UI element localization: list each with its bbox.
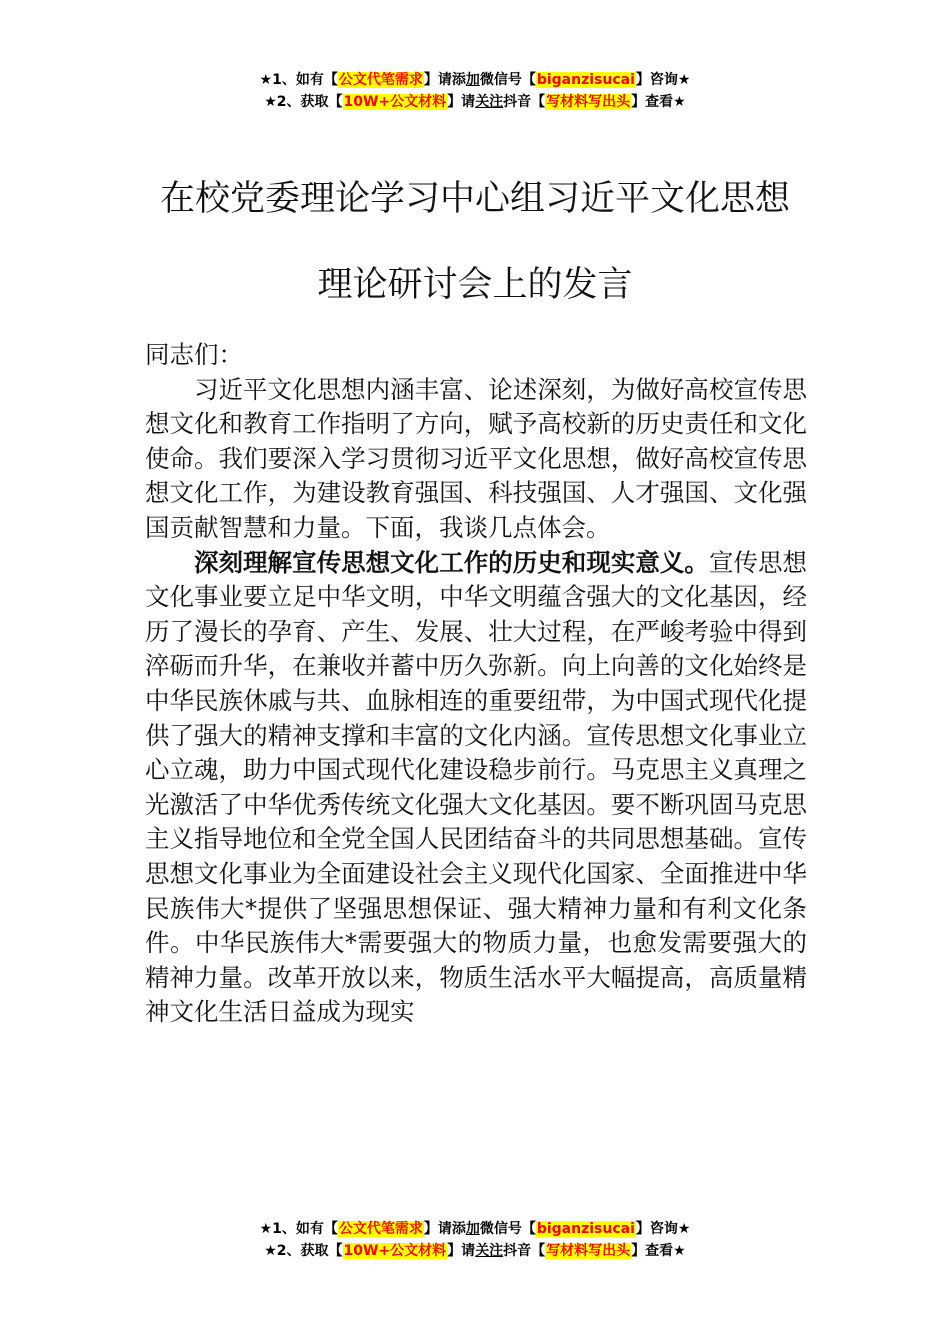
promo-highlight: 10W+公文材料 (343, 94, 447, 110)
promo-text: 】请添 (423, 1221, 466, 1237)
promo-text: 微信号【 (479, 72, 536, 88)
promo-line-2 (0, 91, 950, 113)
promo-underlined-text: 加 (465, 1221, 480, 1237)
promo-text: 】请 (447, 1243, 476, 1259)
promo-highlight: 10W+公文材料 (343, 1243, 447, 1259)
paragraph-1: 习近平文化思想内涵丰富、论述深刻，为做好高校宣传思想文化和教育工作指明了方向，赋予高校新的历史责任和文化使命。我们要深入学习贯彻习近平文化思想，做好高校宣传思想文化工作，为建设教育强国、科技强国、人才强国、文化强国贡献智慧和力量。下面，我谈几点体会。 (145, 374, 807, 542)
promo-text: ★1、如有【 (259, 72, 338, 88)
promo-banner-bottom (0, 1218, 950, 1262)
promo-text: 】咨询★ (635, 1221, 691, 1237)
salutation: 同志们： (145, 340, 243, 369)
promo-text: 】查看★ (631, 94, 686, 110)
promo-text: 】请 (447, 94, 476, 110)
promo-wechat-id: biganzisucai (536, 1221, 635, 1237)
promo-text: ★2、获取【 (264, 1243, 343, 1259)
promo-underlined-text: 加 (465, 72, 480, 88)
promo-banner-top (0, 69, 950, 113)
promo-douyin-id: 写材料写出头 (546, 1243, 631, 1259)
promo-highlight: 公文代笔需求 (338, 1221, 423, 1237)
paragraph-2-text: 宣传思想文化事业要立足中华文明，中华文明蕴含强大的文化基因，经历了漫长的孕育、产生、发展、壮大过程，在严峻考验中得到淬砺而升华，在兼收并蓄中历久弥新。向上向善的文化始终是中华民族休戚与共、血脉相连的重要纽带，为中国式现代化提供了强大的精神支撑和丰富的文化内涵。宣传思想文化事业立心立魂，助力中国式现代化建设稳步前行。马克思主义真理之光激活了中华优秀传统文化强大文化基因。要不断巩固马克思主义指导地位和全党全国人民团结奋斗的共同思想基础。宣传思想文化事业为全面建设社会主义现代化国家、全面推进中华民族伟大*提供了坚强思想保证、强大精神力量和有利文化条件。中华民族伟大*需要强大的物质力量，也愈发需要强大的精神力量。改革开放以来，物质生活水平大幅提高，高质量精神文化生活日益成为现实 (145, 547, 807, 1027)
promo-douyin-id: 写材料写出头 (546, 94, 631, 110)
promo-wechat-id: biganzisucai (536, 72, 635, 88)
promo-line-1 (0, 69, 950, 91)
promo-line-2 (0, 1240, 950, 1262)
promo-line-1 (0, 1218, 950, 1240)
title-line-1: 在校党委理论学习中心组习近平文化思想 (159, 179, 790, 219)
promo-text: 】查看★ (631, 1243, 686, 1259)
title-line-2: 理论研讨会上的发言 (317, 265, 633, 305)
paragraph-2 (145, 546, 807, 1030)
paragraph-heading: 深刻理解宣传思想文化工作的历史和现实意义。 (194, 547, 709, 577)
promo-text: 抖音【 (503, 94, 546, 110)
promo-underlined-text: 关注 (475, 1243, 504, 1259)
promo-text: 】请添 (423, 72, 466, 88)
promo-underlined-text: 关注 (475, 94, 504, 110)
document-body (145, 338, 807, 1030)
promo-text: 微信号【 (479, 1221, 536, 1237)
document-title (0, 156, 950, 328)
promo-text: 】咨询★ (635, 72, 691, 88)
promo-highlight: 公文代笔需求 (338, 72, 423, 88)
promo-text: 抖音【 (503, 1243, 546, 1259)
promo-text: ★1、如有【 (259, 1221, 338, 1237)
promo-text: ★2、获取【 (264, 94, 343, 110)
